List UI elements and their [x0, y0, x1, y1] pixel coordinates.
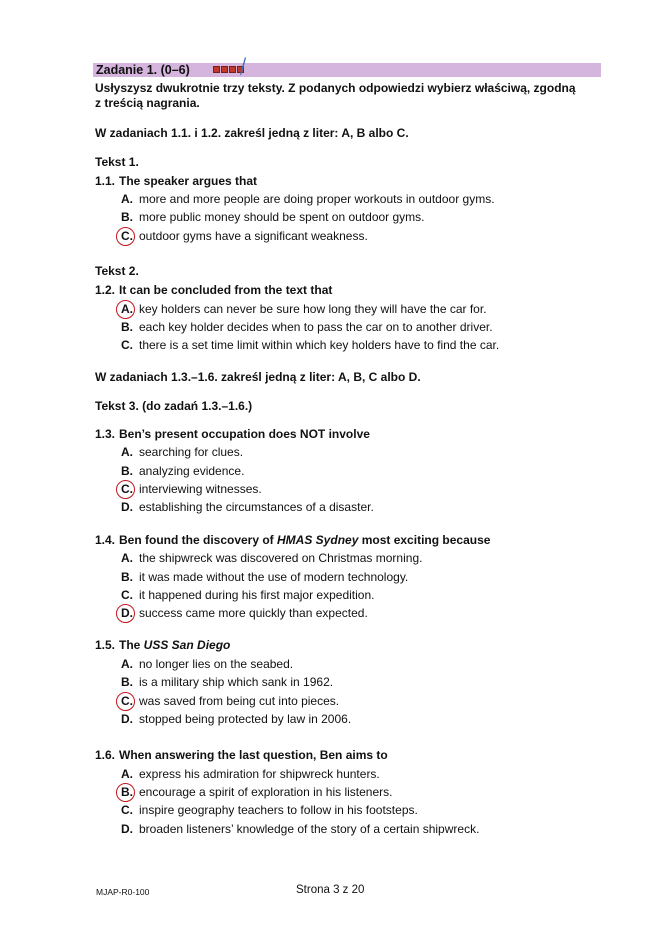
score-box-icon [213, 66, 220, 73]
pen-icon [240, 57, 246, 77]
option-text: more public money should be spent on outdoor gyms. [139, 210, 425, 224]
option-letter[interactable]: C. [121, 482, 133, 496]
option-letter[interactable]: D. [121, 822, 133, 836]
text-heading-2: Tekst 2. [95, 264, 139, 278]
answer-circle-mark [116, 300, 135, 319]
option-letter[interactable]: B. [121, 320, 133, 334]
option-text: was saved from being cut into pieces. [139, 694, 340, 708]
option-letter[interactable]: A. [121, 767, 133, 781]
question-number: 1.5. [95, 638, 116, 652]
question-stem: When answering the last question, Ben aims to [119, 748, 388, 762]
question-stem [119, 533, 490, 548]
option-letter[interactable]: D. [121, 606, 133, 620]
score-box-icon [229, 66, 236, 73]
option-letter[interactable]: B. [121, 675, 133, 689]
stem-part: most exciting because [358, 533, 491, 547]
option-text: stopped being protected by law in 2006. [139, 712, 352, 726]
ship-name: USS San Diego [143, 638, 231, 652]
option-letter[interactable]: C. [121, 694, 133, 708]
option-text: interviewing witnesses. [139, 482, 262, 496]
option-text: there is a set time limit within which key holders have to find the car. [139, 338, 500, 352]
option-letter[interactable]: A. [121, 445, 133, 459]
option-letter[interactable]: B. [121, 570, 133, 584]
option-text: no longer lies on the seabed. [139, 657, 294, 671]
question-stem: It can be concluded from the text that [119, 283, 333, 297]
option-text: success came more quickly than expected. [139, 606, 368, 620]
instruction-choose-abc: W zadaniach 1.1. i 1.2. zakreśl jedną z liter: A, B albo C. [95, 126, 409, 140]
option-text: more and more people are doing proper workouts in outdoor gyms. [139, 192, 495, 206]
option-letter[interactable]: A. [121, 657, 133, 671]
task-title: Zadanie 1. (0–6) [96, 63, 190, 77]
option-letter[interactable]: C. [121, 588, 133, 602]
instruction-intro-line1: Usłyszysz dwukrotnie trzy teksty. Z podanych odpowiedzi wybierz właściwą, zgodną [95, 81, 576, 95]
answer-circle-mark [116, 227, 135, 246]
question-stem: Ben’s present occupation does NOT involve [119, 427, 370, 441]
option-letter[interactable]: C. [121, 338, 133, 352]
answer-circle-mark [116, 783, 135, 802]
option-letter[interactable]: C. [121, 803, 133, 817]
question-number: 1.4. [95, 533, 116, 547]
option-text: outdoor gyms have a significant weakness. [139, 229, 368, 243]
option-text: broaden listeners’ knowledge of the story of a certain shipwreck. [139, 822, 480, 836]
ship-name: HMAS Sydney [277, 533, 359, 547]
question-stem [119, 638, 230, 653]
text-heading-1: Tekst 1. [95, 155, 139, 169]
option-letter[interactable]: B. [121, 210, 133, 224]
option-text: inspire geography teachers to follow in his footsteps. [139, 803, 418, 817]
text-heading-3: Tekst 3. (do zadań 1.3.–1.6.) [95, 399, 253, 413]
exam-code: MJAP-R0-100 [96, 887, 150, 897]
option-text: key holders can never be sure how long they will have the car for. [139, 302, 487, 316]
option-letter[interactable]: B. [121, 464, 133, 478]
option-text: analyzing evidence. [139, 464, 245, 478]
instruction-intro-line2: z treścią nagrania. [95, 96, 200, 110]
option-letter[interactable]: A. [121, 551, 133, 565]
stem-part: Ben found the discovery of [119, 533, 278, 547]
option-letter[interactable]: D. [121, 500, 133, 514]
question-number: 1.3. [95, 427, 116, 441]
answer-circle-mark [116, 604, 135, 623]
option-text: establishing the circumstances of a disaster. [139, 500, 374, 514]
option-letter[interactable]: A. [121, 192, 133, 206]
option-text: is a military ship which sank in 1962. [139, 675, 334, 689]
option-text: searching for clues. [139, 445, 244, 459]
option-letter[interactable]: C. [121, 229, 133, 243]
answer-circle-mark [116, 692, 135, 711]
instruction-choose-abcd: W zadaniach 1.3.–1.6. zakreśl jedną z liter: A, B, C albo D. [95, 370, 421, 384]
answer-circle-mark [116, 480, 135, 499]
option-letter[interactable]: A. [121, 302, 133, 316]
option-text: the shipwreck was discovered on Christmas morning. [139, 551, 423, 565]
page-number: Strona 3 z 20 [296, 884, 365, 896]
question-stem: The speaker argues that [119, 174, 258, 188]
score-box-icon [221, 66, 228, 73]
option-text: it was made without the use of modern technology. [139, 570, 409, 584]
option-text: express his admiration for shipwreck hunters. [139, 767, 380, 781]
option-letter[interactable]: D. [121, 712, 133, 726]
option-text: each key holder decides when to pass the car on to another driver. [139, 320, 493, 334]
option-text: encourage a spirit of exploration in his listeners. [139, 785, 393, 799]
question-number: 1.6. [95, 748, 116, 762]
option-text: it happened during his first major expedition. [139, 588, 375, 602]
option-letter[interactable]: B. [121, 785, 133, 799]
stem-part: The [119, 638, 144, 652]
question-number: 1.1. [95, 174, 116, 188]
question-number: 1.2. [95, 283, 116, 297]
